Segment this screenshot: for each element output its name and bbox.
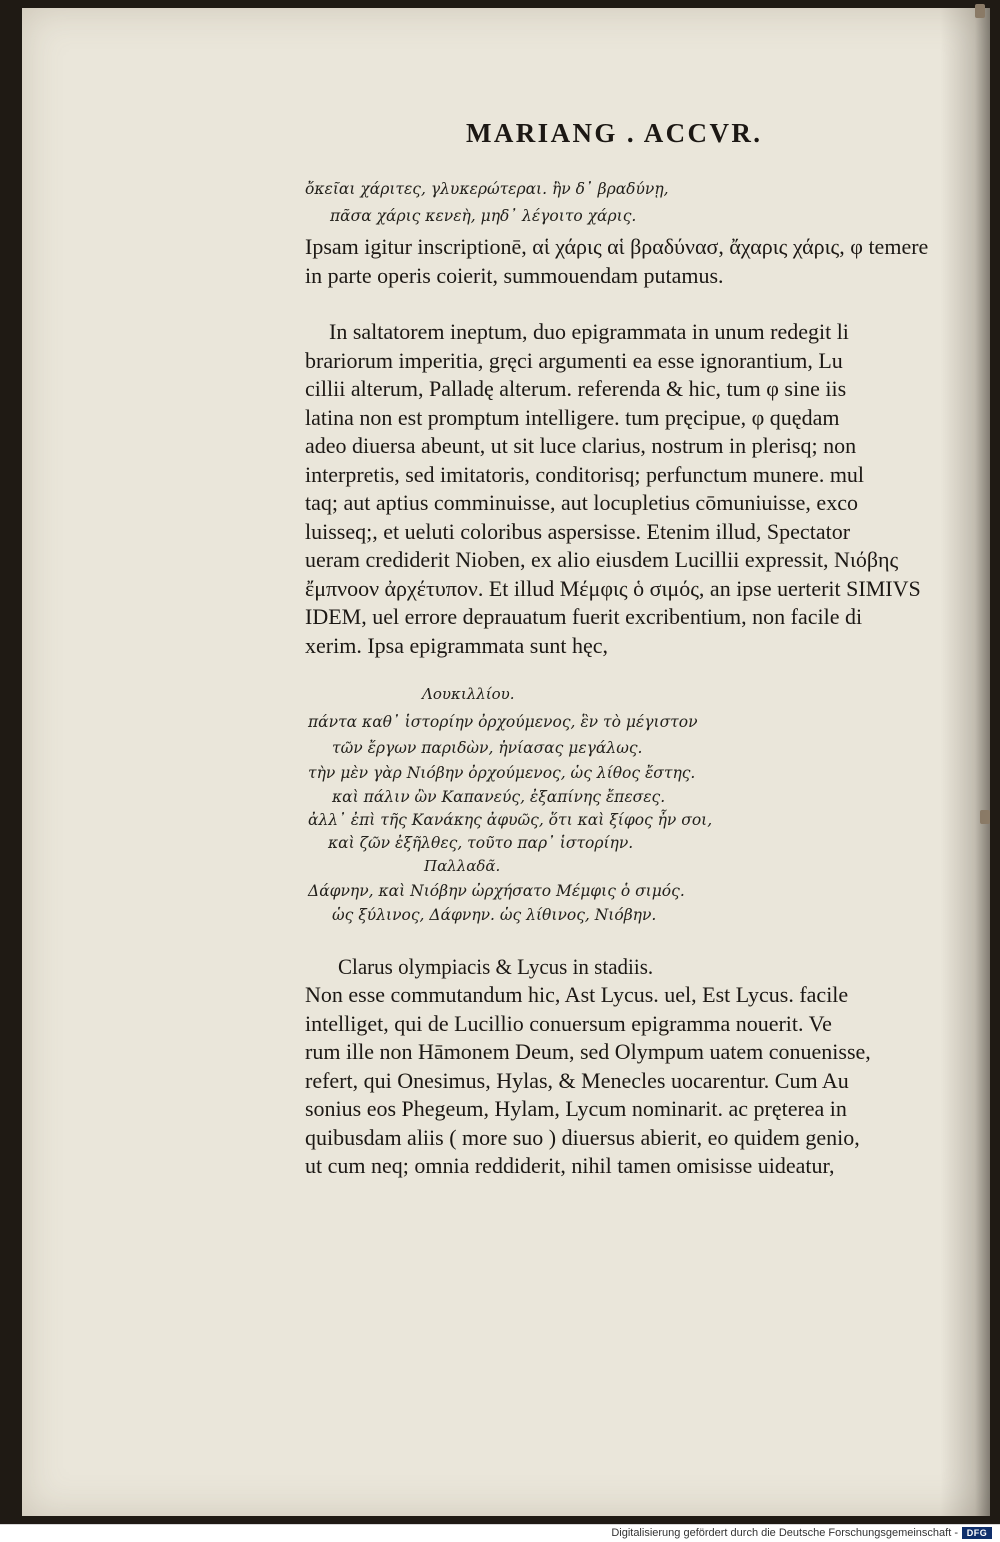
- greek-line: πᾶσα χάρις κενεὴ, μηδ᾽ λέγοιτο χάρις.: [330, 207, 637, 225]
- text-line: ueram crediderit Nioben, ex alio eiusdem Lucillii expressit, Νιόβης: [305, 547, 899, 572]
- text-line: interpretis, sed imitatoris, conditorisq; perfunctum munere. mul: [305, 461, 865, 487]
- epigram-heading: Παλλαδᾶ.: [424, 857, 501, 875]
- text-line: luisseq;, et ueluti coloribus aspersisse. Etenim illud, Spectator: [305, 518, 851, 544]
- text-line: Clarus olympiacis & Lycus in stadiis.: [338, 954, 654, 979]
- footer-bar: [0, 1524, 1000, 1542]
- text-line: xerim. Ipsa epigrammata sunt hęc,: [305, 632, 609, 658]
- greek-line: τὴν μὲν γὰρ Νιόβην ὀρχούμενος, ὡς λίθος ἔστης.: [308, 764, 696, 782]
- greek-line: καὶ ζῶν ἐξῆλθες, τοῦτο παρ᾽ ἱστορίην.: [328, 834, 634, 852]
- paragraph-1: [305, 233, 930, 290]
- greek-line: ὄκεῖαι χάριτες, γλυκερώτεραι. ἢν δ᾽ βραδύνῃ,: [305, 180, 669, 198]
- scan-marker: [980, 810, 990, 824]
- text-line: IDEM, uel errore deprauatum fuerit excribentium, non facile di: [305, 604, 863, 629]
- text-line: rum ille non Hāmonem Deum, sed Olympum uatem conuenisse,: [305, 1039, 871, 1064]
- text-line: sonius eos Phegeum, Hylam, Lycum nominarit. ac pręterea in: [305, 1096, 847, 1121]
- funding-credit: Digitalisierung gefördert durch die Deutsche Forschungsgemeinschaft -: [611, 1527, 958, 1539]
- text-line: ἔμπνοον ἀρχέτυπον. Et illud Μέμφις ὁ σιμός, an ipse uerterit SIMIVS: [305, 575, 921, 601]
- greek-line: καὶ πάλιν ὢν Καπανεύς, ἐξαπίνης ἔπεσες.: [332, 788, 666, 806]
- text-line: refert, qui Onesimus, Hylas, & Menecles uocarentur. Cum Au: [305, 1067, 849, 1093]
- text-line: In saltatorem ineptum, duo epigrammata in unum redegit li: [329, 319, 849, 344]
- text-line: in parte operis coierit, summouendam putamus.: [305, 262, 724, 288]
- text-line: cillii alterum, Palladę alterum. referenda & hic, tum φ sine iis: [305, 376, 847, 401]
- scan-marker: [975, 4, 985, 18]
- greek-line: τῶν ἔργων παριδὼν, ἠνίασας μεγάλως.: [332, 739, 643, 757]
- text-line: Non esse commutandum hic, Ast Lycus. uel, Est Lycus. facile: [305, 982, 849, 1007]
- paragraph-2: [305, 318, 930, 660]
- text-line: intelliget, qui de Lucillio conuersum epigramma nouerit. Ve: [305, 1010, 832, 1036]
- greek-line: πάντα καθ᾽ ἱστορίην ὀρχούμενος, ἓν τὸ μέγιστον: [308, 713, 698, 731]
- gutter-shadow: [940, 8, 990, 1516]
- paragraph-3: [305, 981, 930, 1181]
- text-line: Ipsam igitur inscriptionē, αἱ χάρις αἱ βραδύνασ, ἄχαρις χάρις, φ temere: [305, 234, 929, 259]
- dfg-logo: DFG: [962, 1527, 992, 1539]
- greek-line: Δάφνην, καὶ Νιόβην ὠρχήσατο Μέμφις ὁ σιμός.: [308, 882, 685, 900]
- text-line: taq; aut aptius comminuisse, aut locupletius cōmuniuisse, exco: [305, 490, 858, 515]
- verse-line: [338, 953, 963, 982]
- running-title: MARIANG . ACCVR.: [466, 118, 763, 148]
- greek-line: ἀλλ᾽ ἐπὶ τῆς Κανάκης ἀφυῶς, ὅτι καὶ ξίφος ἦν σοι,: [308, 811, 713, 829]
- text-line: adeo diuersa abeunt, ut sit luce clarius, nostrum in plerisq; non: [305, 433, 857, 458]
- text-line: quibusdam aliis ( more suo ) diuersus abierit, eo quidem genio,: [305, 1124, 860, 1150]
- text-line: latina non est promptum intelligere. tum pręcipue, φ quędam: [305, 404, 840, 430]
- epigram-heading: Λουκιλλίου.: [422, 685, 515, 703]
- text-line: brariorum imperitia, gręci argumenti ea esse ignorantium, Lu: [305, 347, 843, 373]
- greek-line: ὡς ξύλινος, Δάφνην. ὡς λίθινος, Νιόβην.: [332, 906, 657, 924]
- text-line: ut cum neq; omnia reddiderit, nihil tamen omisisse uideatur,: [305, 1153, 835, 1178]
